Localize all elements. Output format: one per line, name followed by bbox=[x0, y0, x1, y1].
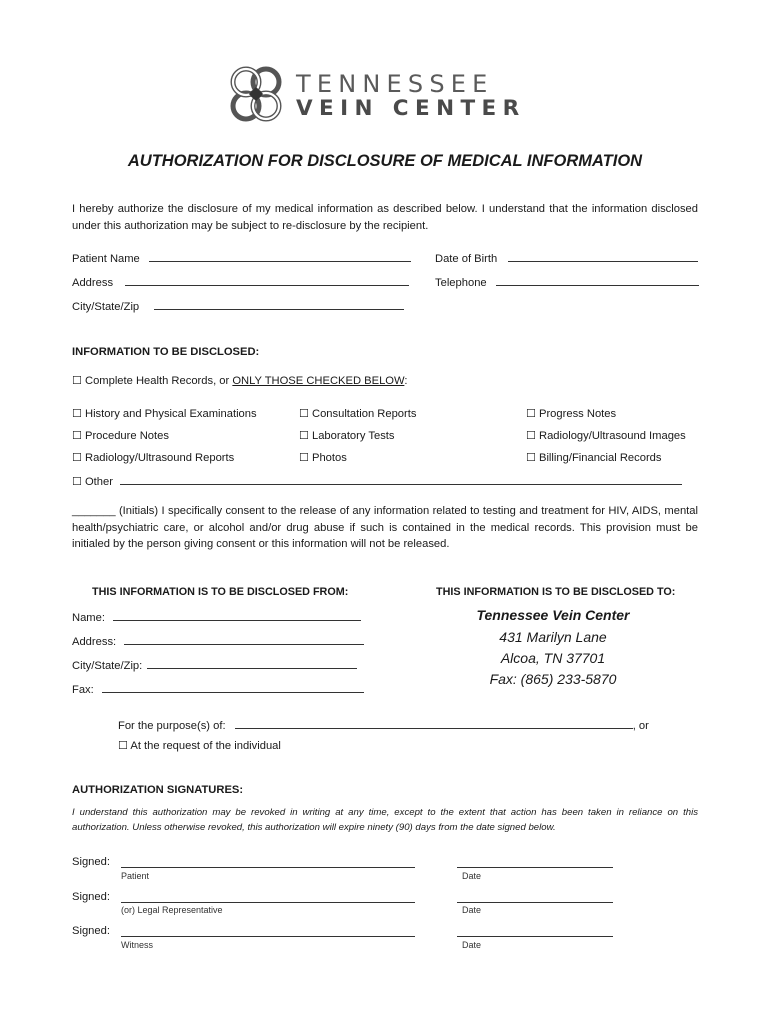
purpose-label: For the purpose(s) of: bbox=[118, 720, 226, 732]
purpose-line[interactable] bbox=[235, 717, 633, 729]
from-fax-line[interactable] bbox=[102, 681, 364, 693]
address-line[interactable] bbox=[125, 274, 409, 286]
city-state-zip-label: City/State/Zip bbox=[72, 301, 140, 313]
intro-paragraph: I hereby authorize the disclosure of my medical information as described below. I understand that the information disclosed under this authorization may be subject to re-disclosure by the recipient. bbox=[72, 203, 698, 232]
purpose-field[interactable] bbox=[118, 717, 649, 732]
checkbox-icon[interactable]: ☐ bbox=[72, 429, 82, 442]
checkbox-item[interactable] bbox=[72, 451, 234, 464]
checkbox-icon[interactable]: ☐ bbox=[72, 451, 82, 464]
from-address-field[interactable] bbox=[72, 633, 364, 648]
only-checked-below-text: ONLY THOSE CHECKED BELOW bbox=[232, 375, 405, 387]
checkbox-item[interactable] bbox=[526, 407, 616, 420]
checkbox-label: Laboratory Tests bbox=[311, 430, 395, 442]
from-city-state-zip-label: City/State/Zip: bbox=[72, 660, 143, 672]
date-caption: Date bbox=[462, 871, 482, 881]
telephone-field[interactable] bbox=[435, 274, 699, 289]
info-heading: INFORMATION TO BE DISCLOSED: bbox=[72, 346, 260, 358]
from-fax-label: Fax: bbox=[72, 684, 94, 696]
checkbox-icon[interactable]: ☐ bbox=[299, 407, 309, 420]
date-caption: Date bbox=[462, 905, 482, 915]
address-label: Address bbox=[72, 277, 114, 289]
signed-label: Signed: bbox=[72, 925, 110, 937]
signature-caption: Patient bbox=[121, 871, 150, 881]
from-name-line[interactable] bbox=[113, 609, 361, 621]
checkbox-icon[interactable]: ☐ bbox=[299, 451, 309, 464]
patient-date-line[interactable] bbox=[457, 856, 613, 868]
patient-name-label: Patient Name bbox=[72, 253, 140, 265]
other-line[interactable] bbox=[120, 473, 682, 485]
checkbox-item[interactable] bbox=[72, 407, 257, 420]
disclosed-from-heading: THIS INFORMATION IS TO BE DISCLOSED FROM: bbox=[92, 586, 349, 598]
representative-signature-line[interactable] bbox=[121, 891, 415, 903]
city-state-zip-line[interactable] bbox=[154, 298, 404, 310]
patient-signature-line[interactable] bbox=[121, 856, 415, 868]
recipient-street: 431 Marilyn Lane bbox=[499, 629, 607, 645]
recipient-city: Alcoa, TN 37701 bbox=[500, 650, 606, 666]
telephone-line[interactable] bbox=[496, 274, 699, 286]
recipient-name: Tennessee Vein Center bbox=[476, 607, 630, 623]
patient-name-line[interactable] bbox=[149, 250, 411, 262]
checkbox-label: Consultation Reports bbox=[311, 408, 417, 420]
witness-signature-line[interactable] bbox=[121, 925, 415, 937]
other-label: Other bbox=[84, 476, 113, 488]
disclosed-to-heading: THIS INFORMATION IS TO BE DISCLOSED TO: bbox=[436, 586, 676, 598]
signed-label: Signed: bbox=[72, 856, 110, 868]
telephone-label: Telephone bbox=[435, 277, 487, 289]
signature-caption: Witness bbox=[121, 940, 154, 950]
checkbox-icon[interactable]: ☐ bbox=[299, 429, 309, 442]
purpose-suffix: , or bbox=[632, 720, 649, 732]
checkbox-icon[interactable]: ☐ bbox=[72, 374, 82, 387]
from-fax-field[interactable] bbox=[72, 681, 364, 696]
from-name-label: Name: bbox=[72, 612, 105, 624]
logo-text-line1: TENNESSEE bbox=[296, 70, 494, 98]
checkbox-item[interactable] bbox=[72, 429, 169, 442]
complete-records-text: Complete Health Records, or bbox=[84, 375, 233, 387]
consent-paragraph bbox=[72, 503, 698, 553]
address-field[interactable] bbox=[72, 274, 409, 289]
signed-label: Signed: bbox=[72, 891, 110, 903]
request-label: At the request of the individual bbox=[130, 740, 281, 752]
checkbox-item[interactable] bbox=[526, 429, 686, 442]
from-address-line[interactable] bbox=[124, 633, 364, 645]
checkbox-label: History and Physical Examinations bbox=[84, 408, 257, 420]
checkbox-label: Photos bbox=[311, 452, 347, 464]
from-name-field[interactable] bbox=[72, 609, 361, 624]
checkbox-item[interactable] bbox=[299, 407, 416, 420]
checkbox-label: Radiology/Ultrasound Images bbox=[538, 430, 686, 442]
checkbox-icon[interactable]: ☐ bbox=[118, 739, 128, 752]
signature-caption: (or) Legal Representative bbox=[121, 905, 223, 915]
checkbox-icon[interactable]: ☐ bbox=[72, 407, 82, 420]
checkbox-label: Progress Notes bbox=[538, 408, 617, 420]
city-state-zip-field[interactable] bbox=[72, 298, 404, 313]
complete-records-suffix: : bbox=[404, 375, 408, 387]
checkbox-item[interactable] bbox=[526, 451, 661, 464]
checkbox-icon[interactable]: ☐ bbox=[526, 451, 536, 464]
page-title: AUTHORIZATION FOR DISCLOSURE OF MEDICAL INFORMATION bbox=[127, 152, 643, 170]
other-option[interactable] bbox=[72, 473, 682, 488]
date-of-birth-label: Date of Birth bbox=[435, 253, 498, 265]
checkbox-icon[interactable]: ☐ bbox=[526, 429, 536, 442]
revocation-notice: I understand this authorization may be revoked in writing at any time, except to the extent that action has been taken in reliance on this authorization. Unless otherwise revoked, this authorization will expire ninety (90) days from the date signed below. bbox=[72, 807, 698, 833]
signatures-heading: AUTHORIZATION SIGNATURES: bbox=[72, 784, 244, 796]
date-of-birth-line[interactable] bbox=[508, 250, 698, 262]
from-city-state-zip-line[interactable] bbox=[147, 657, 357, 669]
checkbox-icon[interactable]: ☐ bbox=[72, 475, 82, 488]
complete-records-option[interactable] bbox=[72, 374, 407, 387]
request-option[interactable] bbox=[118, 739, 281, 752]
checkbox-label: Procedure Notes bbox=[84, 430, 169, 442]
consent-text: (Initials) I specifically consent to the release of any information related to testing and treatment for HIV, AIDS, mental health/psychiatric care, or alcohol and/or drug abuse if such is contained in the medical records. This provision must be initialed by the person giving consent or this information will not be released. bbox=[72, 505, 698, 550]
patient-name-field[interactable] bbox=[72, 250, 411, 265]
checkbox-label: Radiology/Ultrasound Reports bbox=[84, 452, 235, 464]
checkbox-item[interactable] bbox=[299, 429, 395, 442]
date-caption: Date bbox=[462, 940, 482, 950]
checkbox-label: Billing/Financial Records bbox=[538, 452, 662, 464]
witness-date-line[interactable] bbox=[457, 925, 613, 937]
clinic-logo-mark-icon bbox=[222, 62, 290, 126]
initials-blank[interactable]: _______ bbox=[72, 505, 116, 517]
checkbox-item[interactable] bbox=[299, 451, 347, 464]
date-of-birth-field[interactable] bbox=[435, 250, 698, 265]
representative-date-line[interactable] bbox=[457, 891, 613, 903]
from-city-state-zip-field[interactable] bbox=[72, 657, 357, 672]
logo-text-line2: VEIN CENTER bbox=[296, 96, 526, 121]
checkbox-icon[interactable]: ☐ bbox=[526, 407, 536, 420]
recipient-fax: Fax: (865) 233-5870 bbox=[489, 671, 617, 687]
from-address-label: Address: bbox=[72, 636, 117, 648]
